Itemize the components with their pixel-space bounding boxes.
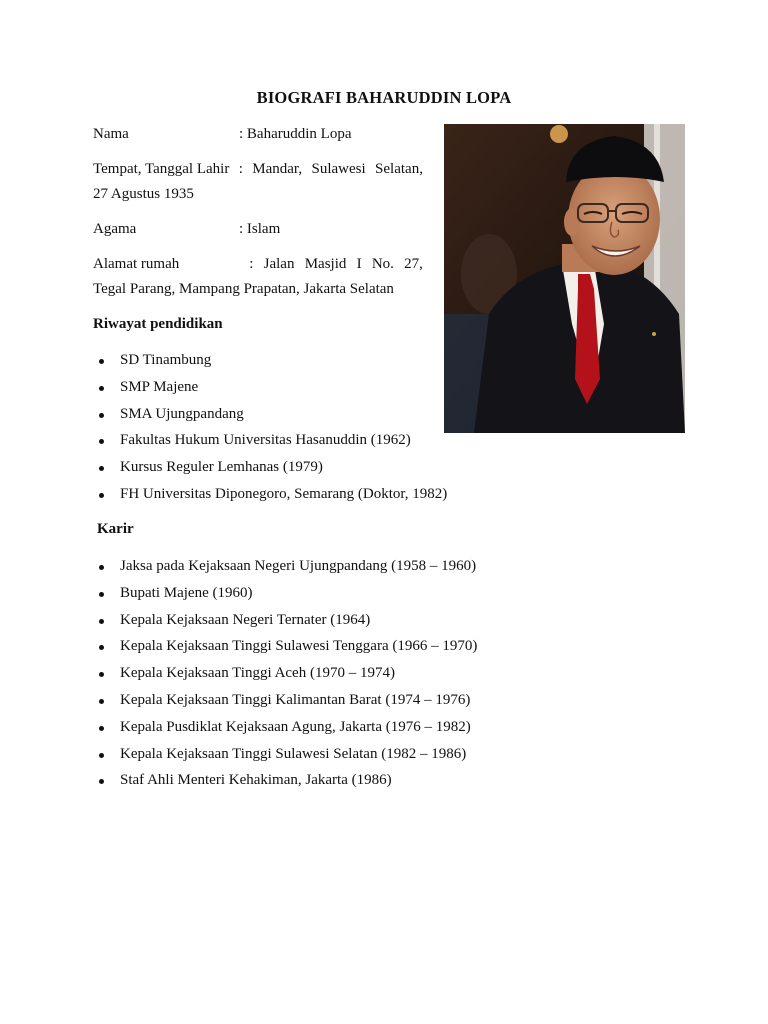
document-title: BIOGRAFI BAHARUDDIN LOPA — [256, 88, 512, 107]
alamat-word: I — [356, 256, 362, 272]
ttl-word: Sulawesi — [311, 161, 366, 177]
list-item: Kepala Kejaksaan Tinggi Aceh (1970 – 1974) — [93, 664, 477, 691]
portrait-illustration — [444, 124, 685, 433]
ttl-line-1 — [93, 157, 423, 182]
value-agama: : Islam — [239, 221, 281, 237]
portrait-photo — [444, 124, 685, 433]
field-tempat-tanggal-lahir — [93, 157, 423, 207]
list-item: Staf Ahli Menteri Kehakiman, Jakarta (1986) — [93, 771, 477, 798]
list-item: SMP Majene — [93, 378, 447, 405]
heading-karir: Karir — [97, 521, 134, 537]
value-nama: : Baharuddin Lopa — [239, 126, 352, 142]
list-riwayat-pendidikan — [93, 351, 447, 512]
alamat-word: : — [249, 256, 254, 272]
alamat-line-1 — [93, 252, 423, 277]
label-ttl: Tempat, Tanggal Lahir — [93, 161, 230, 177]
field-agama — [93, 217, 423, 242]
field-alamat-rumah — [93, 252, 423, 302]
ttl-line-2: 27 Agustus 1935 — [93, 186, 194, 202]
ttl-word: Mandar, — [252, 161, 303, 177]
list-item: Kepala Kejaksaan Tinggi Sulawesi Selatan (1982 – 1986) — [93, 745, 477, 772]
list-item: Kepala Pusdiklat Kejaksaan Agung, Jakarta (1976 – 1982) — [93, 718, 477, 745]
list-karir — [93, 557, 477, 798]
ttl-word: Selatan, — [375, 161, 423, 177]
list-item: SD Tinambung — [93, 351, 447, 378]
alamat-word: Masjid — [304, 256, 347, 272]
list-item: Kepala Kejaksaan Tinggi Sulawesi Tenggara (1966 – 1970) — [93, 637, 477, 664]
label-agama: Agama — [93, 221, 137, 237]
list-item: Kepala Kejaksaan Tinggi Kalimantan Barat (1974 – 1976) — [93, 691, 477, 718]
alamat-word: Jalan — [263, 256, 295, 272]
list-item: SMA Ujungpandang — [93, 405, 447, 432]
label-nama: Nama — [93, 126, 129, 142]
alamat-word: 27, — [404, 256, 423, 272]
field-nama — [93, 122, 423, 147]
list-item: FH Universitas Diponegoro, Semarang (Doktor, 1982) — [93, 485, 447, 512]
list-item: Kepala Kejaksaan Negeri Ternater (1964) — [93, 611, 477, 638]
label-alamat: Alamat rumah — [93, 256, 180, 272]
list-item: Kursus Reguler Lemhanas (1979) — [93, 458, 447, 485]
ttl-word: : — [238, 161, 243, 177]
list-item: Fakultas Hukum Universitas Hasanuddin (1962) — [93, 431, 447, 458]
alamat-word: No. — [371, 256, 394, 272]
heading-riwayat-pendidikan: Riwayat pendidikan — [93, 316, 223, 332]
alamat-line-2: Tegal Parang, Mampang Prapatan, Jakarta Selatan — [93, 281, 394, 297]
list-item: Jaksa pada Kejaksaan Negeri Ujungpandang (1958 – 1960) — [93, 557, 477, 584]
list-item: Bupati Majene (1960) — [93, 584, 477, 611]
